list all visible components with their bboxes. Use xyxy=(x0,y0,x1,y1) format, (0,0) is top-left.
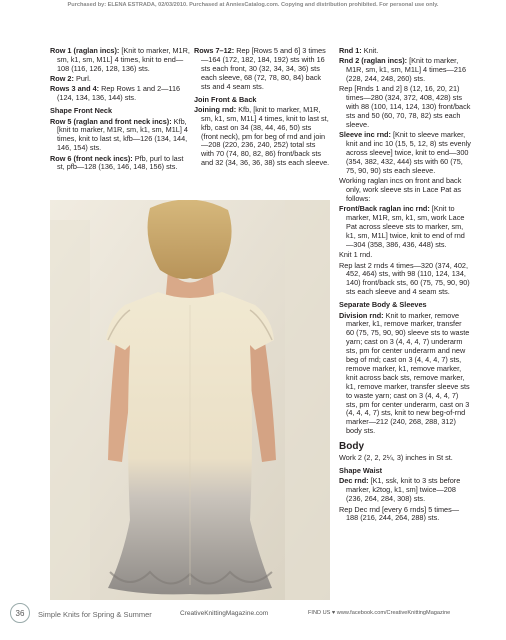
row1-instruction: Row 1 (raglan incs): [Knit to marker, M1R, sm, k1, sm, M1L] 4 times, knit to end—108 (116, 126, 128, 136) sts. xyxy=(50,46,190,73)
sleeve-inc-instruction: Sleeve inc rnd: [Knit to sleeve marker, knit and inc 10 (15, 5, 12, 8) sts evenly across sleeve] twice, knit to end—300 (354, 382, 432, 444) sts with 60 (75, 75, 90, 90) sts each sleeve. xyxy=(339,130,471,175)
front-back-inc-instruction: Front/Back raglan inc rnd: [Knit to marker, M1R, sm, k1, sm, work Lace Pat across sleeve sts to marker, sm, k1, sm, M1L] twice, knit to end of rnd—304 (358, 386, 436, 448) sts. xyxy=(339,204,465,249)
repeat-rnds-instruction: Rep [Rnds 1 and 2] 8 (12, 16, 20, 21) times—280 (324, 372, 408, 428) sts with 88 (100, 114, 124, 130) front/back sts and 50 (60, 70, 78, 82) sts each sleeve. xyxy=(339,84,471,130)
section-heading-front-neck: Shape Front Neck xyxy=(50,106,113,116)
model-wearing-top-image xyxy=(50,200,330,600)
rows7-12-instruction: Rows 7–12: Rep [Rows 5 and 6] 3 times—164 (172, 182, 184, 192) sts with 16 sts each front, 30 (32, 34, 34, 36) sts each sleeve, 68 (72, 78, 80, 84) back sts and 4 seam sts. xyxy=(194,46,326,91)
facebook-link: FIND US ♥ www.facebook.com/CreativeKnittingMagazine xyxy=(308,610,451,616)
section-heading-join: Join Front & Back xyxy=(194,94,257,104)
pattern-column-3 xyxy=(339,47,471,525)
sweater-photo xyxy=(50,200,330,600)
section-heading-body: Body xyxy=(339,441,364,453)
row2-instruction: Row 2: Purl. xyxy=(50,74,91,84)
pattern-column-1 xyxy=(50,47,190,174)
page-number: 36 xyxy=(10,603,30,623)
pattern-column-2 xyxy=(194,47,330,170)
repeat-last-instruction: Rep last 2 rnds 4 times—320 (374, 402, 452, 464) sts, with 98 (110, 124, 134, 140) front/back sts, 60 (75, 75, 90, 90) sts each sleeve and 4 seam sts. xyxy=(339,260,470,297)
dec-rnd-instruction: Dec rnd: [K1, ssk, knit to 3 sts before marker, k2tog, k1, sm] twice—208 (236, 264, 284, 308) sts. xyxy=(339,476,461,504)
joining-rnd-instruction: Joining rnd: Kfb, [knit to marker, M1R, sm, k1, sm, M1L] 4 times, knit to last st, kfb, cast on 34 (38, 44, 46, 50) sts (front neck), pm for beg of rnd and join—208 (220, 236, 240, 252) total sts with 70 (74, 80, 82, 86) front/back sts and 32 (34, 36, 36, 38) sts each sleeve. xyxy=(194,104,330,168)
repeat-dec-instruction: Rep Dec rnd [every 6 rnds] 5 times—188 (216, 244, 264, 288) sts. xyxy=(339,504,460,523)
knit-rnd-instruction: Knit 1 rnd. xyxy=(339,250,373,260)
body-instruction: Work 2 (2, 2, 2¼, 3) inches in St st. xyxy=(339,453,453,463)
rows3-4-instruction: Rows 3 and 4: Rep Rows 1 and 2—116 (124, 134, 136, 144) sts. xyxy=(50,84,181,103)
row5-instruction: Row 5 (raglan and front neck incs): Kfb, [knit to marker, M1R, sm, k1, sm, M1L] 4 times, knit to last st, kfb—126 (134, 144, 146, 154) sts. xyxy=(50,116,188,153)
section-heading-separate: Separate Body & Sleeves xyxy=(339,300,427,310)
rnd2-instruction: Rnd 2 (raglan incs): [Knit to marker, M1R, sm, k1, sm, M1L] 4 times—216 (228, 244, 248, 260) sts. xyxy=(339,56,467,84)
rnd1-instruction: Rnd 1: Knit. xyxy=(339,46,379,55)
division-rnd-instruction: Division rnd: Knit to marker, remove marker, k1, remove marker, transfer 60 (75, 75, 90, 90) sleeve sts to waste yarn; cast on 3 (4, 4, 4, 7) underarm sts, pm for center underarm and new beg of rnd; cast on 3 (4, 4, 4, 7) sts, remove marker, k1, remove marker, knit across back sts, remove marker, k1, remove marker, transfer sleeve sts to waste yarn; cast on 3 (4, 4, 4, 7) sts, pm for center underarm, cast on 3 (4, 4, 4, 7) sts, knit to new beg-of-rnd marker—212 (240, 268, 288, 312) body sts. xyxy=(339,310,470,436)
magazine-title: Simple Knits for Spring & Summer xyxy=(38,610,152,619)
working-raglan-note: Working raglan incs on front and back only, work sleeve sts in Lace Pat as follows: xyxy=(339,176,462,204)
section-heading-waist: Shape Waist xyxy=(339,466,383,476)
magazine-website: CreativeKnittingMagazine.com xyxy=(180,610,269,617)
page-footer xyxy=(0,603,506,623)
purchase-notice: Purchased by: ELENA ESTRADA, 02/03/2010. Purchased at AnniesCatalog.com. Copying and distribution prohibited. For personal use only. xyxy=(67,2,439,8)
row6-instruction: Row 6 (front neck incs): Pfb, purl to last st, pfb—128 (136, 146, 148, 156) sts. xyxy=(50,153,184,172)
